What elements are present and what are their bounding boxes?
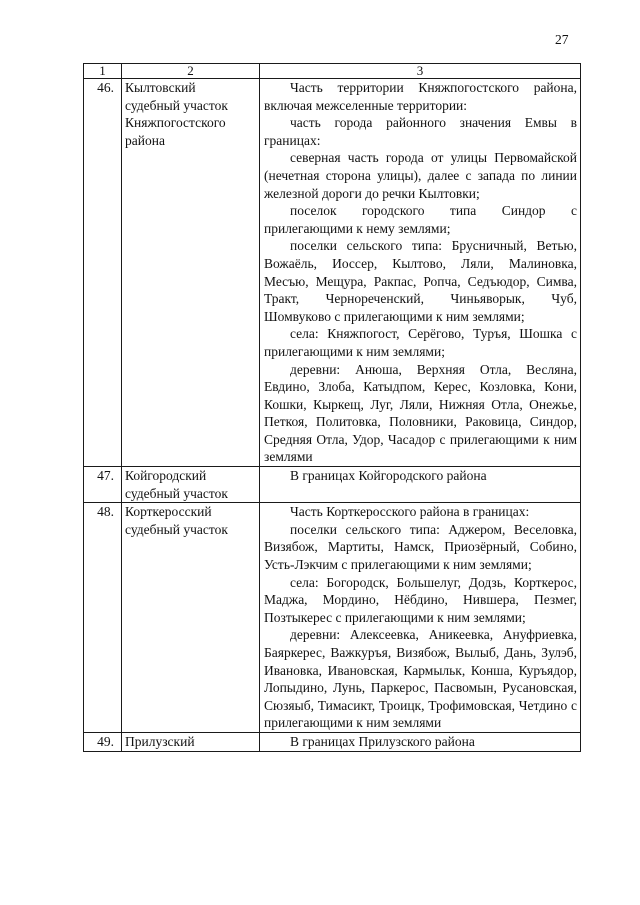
court-name-line: Корткеросский	[125, 504, 212, 520]
page-number: 27	[555, 32, 569, 47]
description-paragraph: деревни: Алексеевка, Аникеевка, Ануфриевка, Баяркерес, Важкуръя, Визябож, Вылыб, Дань, Зулэб, Ивановка, Ивановская, Кармыльк, Конша, Куръядор, Лопыдино, Лунь, Паркерос, Пасвомын, Русановская, Сюзяыб, Тимасикт, Троицк, Трофимовская, Четдино с прилегающими к ним землями	[264, 627, 577, 731]
header-col-1: 1	[84, 64, 122, 79]
court-name-line: Прилузский	[125, 733, 195, 749]
description-paragraph: В границах Койгородского района	[290, 468, 487, 484]
territory-description	[260, 467, 581, 503]
description-paragraph: поселок городского типа Синдор с прилегающими к нему землями;	[264, 203, 577, 236]
table-header-row	[84, 64, 581, 79]
court-name	[122, 732, 260, 751]
description-paragraph: В границах Прилузского района	[290, 733, 475, 749]
court-name-line: Койгородский	[125, 468, 207, 484]
court-name-line: судебный участок	[125, 97, 228, 113]
court-name-line: Кылтовский	[125, 80, 196, 95]
court-districts-table	[83, 63, 581, 752]
territory-description	[260, 503, 581, 733]
description-paragraph: села: Богородск, Большелуг, Додзь, Корткерос, Маджа, Мордино, Нёбдино, Нившера, Пезмег, Позтыкерес с прилегающими к ним землями;	[264, 574, 577, 625]
header-col-3: 3	[260, 64, 581, 79]
row-number: 46.	[84, 79, 122, 467]
court-name-line: судебный участок	[125, 521, 228, 537]
table-row	[84, 467, 581, 503]
description-paragraph: поселки сельского типа: Аджером, Веселовка, Визябож, Мартиты, Намск, Приозёрный, Собино, Усть-Лэкчим с прилегающими к ним землями;	[264, 521, 577, 573]
court-name-line: района	[125, 132, 165, 148]
table-row	[84, 79, 581, 467]
table-row	[84, 732, 581, 751]
description-paragraph: Часть Корткеросского района в границах:	[290, 504, 530, 520]
row-number: 47.	[84, 467, 122, 503]
header-col-2: 2	[122, 64, 260, 79]
description-paragraph: часть города районного значения Емвы в границах:	[264, 115, 577, 148]
court-name	[122, 503, 260, 733]
description-paragraph: деревни: Анюша, Верхняя Отла, Весляна, Евдино, Злоба, Катыдпом, Керес, Козловка, Кони, Кошки, Кыркещ, Луг, Ляли, Нижняя Отла, Онежье, Петкоя, Политовка, Половники, Раковица, Синдор, Средняя Отла, Удор, Часадор с прилегающими к ним землями	[264, 361, 577, 465]
table-row	[84, 503, 581, 733]
court-name-line: Княжпогостского	[125, 115, 226, 131]
description-paragraph: северная часть города от улицы Первомайской (нечетная сторона улицы), далее с запада по линии железной дороги до речки Кылтовки;	[264, 150, 577, 201]
row-number: 48.	[84, 503, 122, 733]
description-paragraph: села: Княжпогост, Серёгово, Туръя, Шошка с прилегающими к ним землями;	[264, 326, 577, 359]
description-paragraph: поселки сельского типа: Брусничный, Ветью, Вожаёль, Иоссер, Кылтово, Ляли, Малиновка, Месъю, Мещура, Ракпас, Ропча, Седъюдор, Симва, Тракт, Чернореченский, Чиньяворык, Чуб, Шомвуково с прилегающими к ним землями;	[264, 238, 577, 324]
territory-description	[260, 79, 581, 467]
court-name-line: судебный участок	[125, 485, 228, 501]
court-name	[122, 467, 260, 503]
description-paragraph: Часть территории Княжпогостского района, включая межселенные территории:	[264, 80, 577, 113]
court-name	[122, 79, 260, 467]
row-number: 49.	[84, 732, 122, 751]
territory-description	[260, 732, 581, 751]
